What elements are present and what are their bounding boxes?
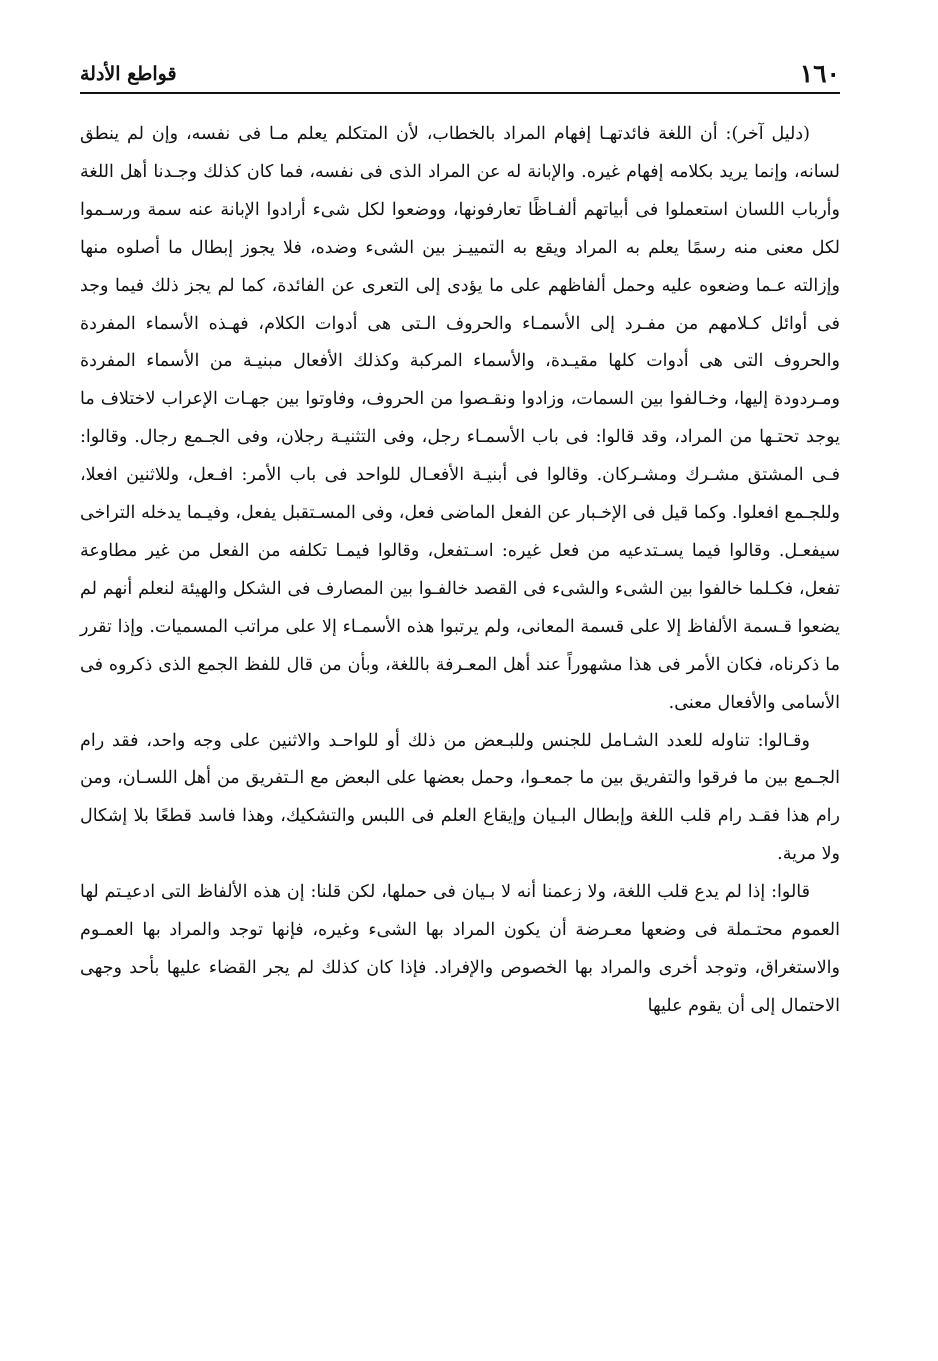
paragraph: (دليل آخر): أن اللغة فائدتهـا إفهام المراد بالخطاب، لأن المتكلم يعلم مـا فى نفسه، وإن لم ينطق لسانه، وإنما يريد بكلامه إفهام غيره. والإبانة له عن المراد الذى فى نفسه، فما كان كذلك وجـدنا أهل اللغة وأرباب اللسان استعملوا فى أبياتهم ألفـاظًا تعارفونها، ووضعوا لكل شىء أرادوا الإبانة عنه سمة ورسـموا لكل معنى منه رسمًا يعلم به المراد ويقع به التمييـز بين الشىء وضده، فلا يجوز إبطال ما أصلوه منها وإزالته عـما وضعوه عليه وحمل ألفاظهم على ما يؤدى إلى التعرى عن الفائدة، كما لم يجز ذلك فيما وجد فى أوائل كـلامهم من مفـرد إلى الأسمـاء والحروف الـتى هى أدوات الكلام، فهـذه الأسماء المفردة والحروف التى هى أدوات كلها مقيـدة، والأسماء المركبة وكذلك الأفعال مبنيـة من الأسماء المفردة ومـردودة إليها، وخـالفوا بين السمات، وزادوا ونقـصوا من الحروف، وفاوتوا بين جهـات الإعراب لاختلاف ما يوجد تحتـها من المراد، وقد قالوا: فى باب الأسمـاء رجل، وفى التثنيـة رجلان، وفى الجـمع رجال. وقالوا: فـى المشتق مشـرك ومشـركان. وقالوا فى أبنيـة الأفعـال للواحد فى باب الأمر: افـعل، وللاثنين افعلا، وللجـمع افعلوا. وكما قيل فى الإخـبار عن الفعل الماضى فعل، وفى المسـتقبل يفعل، وفيـما يدخله التراخى سيفعـل. وقالوا فيما يسـتدعيه من فعل غيره: اسـتفعل، وقالوا فيمـا تكلفه من الفعل من غير مطاوعة تفعل، فكـلما خالفوا بين الشىء والشىء فى القصد خالفـوا بين المصارف فى الشكل والهيئة لنعلم أنهم لم يضعوا قـسمة الألفاظ إلا على قسمة المعانى، ولم يرتبوا هذه الأسمـاء إلا على مراتب المسميات. وإذا تقرر ما ذكرناه، فكان الأمر فى هذا مشهوراً عند أهل المعـرفة باللغة، وبأن من قال للفظ الجمع الذى ذكروه فى الأسامى والأفعال معنى. — [80, 124, 840, 713]
paragraph: وقـالوا: تناوله للعدد الشـامل للجنس وللبـعض من ذلك أو للواحـد والاثنين على وجه واحد، فقد رام الجـمع بين ما فرقوا والتفريق بين ما جمعـوا، وحمل بعضها على البعض مع الـتفريق من أهل اللسـان، ومن رام هذا فقـد رام قلب اللغة وإبطال البـيان وإيقاع العلم فى اللبس والتشكيك، وهذا فاسد قطعًا بلا إشكال ولا مرية. — [80, 730, 840, 865]
running-title: قواطع الأدلة — [80, 63, 177, 85]
paragraph: قالوا: إذا لم يدع قلب اللغة، ولا زعمنا أنه لا بـيان فى حملها، لكن قلنا: إن هذه الألفاظ التى ادعيـتم لها العموم محتـملة فى وضعها معـرضة أن يكون المراد بها الشىء وغيره، فإنها توجد والمراد بها العمـوم والاستغراق، وتوجد أخرى والمراد بها الخصوص والإفراد. فإذا كان كذلك لم يجر القضاء عليها بأحد وجهى الاحتمال إلى أن يقوم عليها — [80, 882, 840, 1016]
page-number: ١٦٠ — [799, 59, 840, 88]
page-header — [80, 52, 840, 94]
body-text — [80, 116, 840, 1026]
